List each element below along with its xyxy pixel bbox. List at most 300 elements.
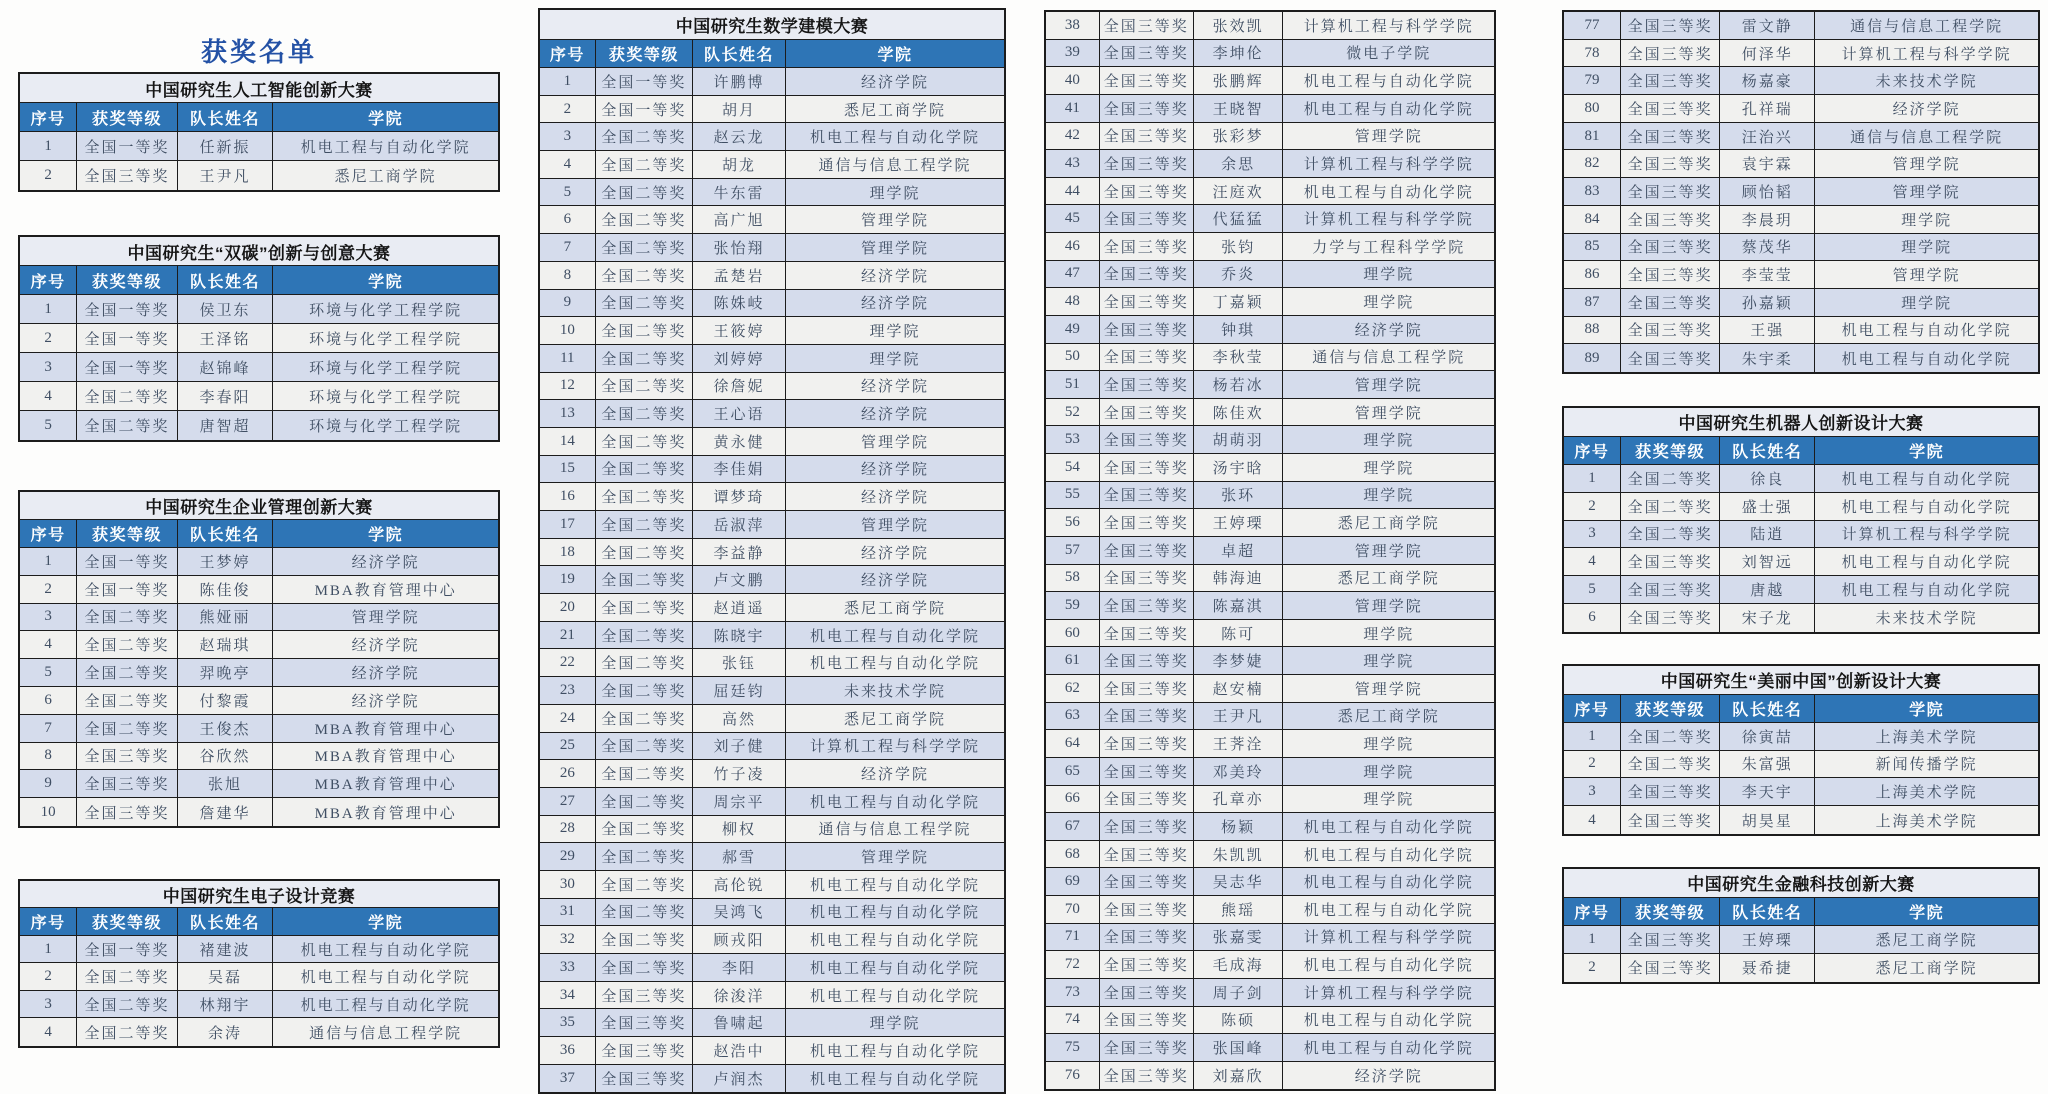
cell-name: 谷欣然 <box>178 743 274 770</box>
cell-seq: 86 <box>1564 261 1621 288</box>
cell-name: 牛东雷 <box>693 179 786 206</box>
cell-award: 全国三等奖 <box>1100 786 1194 813</box>
cell-college: 环境与化学工程学院 <box>273 382 498 410</box>
cell-college: 通信与信息工程学院 <box>786 816 1004 843</box>
table-row <box>540 151 1004 179</box>
cell-college: MBA教育管理中心 <box>273 743 498 770</box>
table-header-row <box>540 40 1004 68</box>
cell-name: 卓超 <box>1194 537 1284 564</box>
cell-name: 聂希捷 <box>1720 954 1815 982</box>
cell-seq: 10 <box>540 317 596 344</box>
cell-seq: 1 <box>1564 465 1621 492</box>
column-header: 学院 <box>273 908 498 935</box>
cell-college: 环境与化学工程学院 <box>273 353 498 381</box>
cell-college: 悉尼工商学院 <box>786 96 1004 123</box>
cell-award: 全国三等奖 <box>1100 371 1194 398</box>
cell-college: 计算机工程与科学学院 <box>1283 150 1494 177</box>
cell-seq: 26 <box>540 760 596 787</box>
table-row <box>1564 95 2038 123</box>
cell-seq: 49 <box>1046 316 1100 343</box>
cell-name: 胡月 <box>693 96 786 123</box>
cell-name: 张嘉雯 <box>1194 924 1284 951</box>
table-row <box>1564 206 2038 234</box>
column-header: 学院 <box>273 266 498 294</box>
cell-award: 全国三等奖 <box>1100 758 1194 785</box>
cell-name: 李莹莹 <box>1720 261 1815 288</box>
cell-name: 陈姝岐 <box>693 290 786 317</box>
cell-name: 杨颖 <box>1194 813 1284 840</box>
cell-name: 王尹凡 <box>1194 703 1284 730</box>
cell-award: 全国三等奖 <box>1621 40 1721 67</box>
cell-name: 汪庭欢 <box>1194 178 1284 205</box>
table-row <box>540 511 1004 539</box>
cell-name: 高广旭 <box>693 206 786 233</box>
cell-award: 全国三等奖 <box>77 743 177 770</box>
table-title: 中国研究生机器人创新设计大赛 <box>1564 408 2038 437</box>
table-row <box>1046 675 1494 703</box>
cell-award: 全国三等奖 <box>1621 778 1721 805</box>
cell-award: 全国二等奖 <box>77 991 177 1018</box>
cell-name: 任新振 <box>178 132 274 160</box>
column-header: 学院 <box>786 40 1004 67</box>
table-row <box>540 622 1004 650</box>
cell-college: 悉尼工商学院 <box>1283 565 1494 592</box>
cell-award: 全国二等奖 <box>596 594 693 621</box>
cell-seq: 33 <box>540 954 596 981</box>
cell-name: 王俊杰 <box>178 715 274 742</box>
table-row <box>1564 576 2038 604</box>
column-header: 学院 <box>273 520 498 547</box>
cell-award: 全国二等奖 <box>596 206 693 233</box>
cell-name: 张钰 <box>693 649 786 676</box>
cell-award: 全国二等奖 <box>596 816 693 843</box>
cell-name: 熊娅丽 <box>178 604 274 631</box>
cell-award: 全国二等奖 <box>596 317 693 344</box>
table-row <box>1564 604 2038 632</box>
table-row <box>1046 537 1494 565</box>
table-row <box>1564 521 2038 549</box>
cell-seq: 6 <box>540 206 596 233</box>
table-row <box>1046 40 1494 68</box>
cell-award: 全国三等奖 <box>1100 537 1194 564</box>
cell-seq: 44 <box>1046 178 1100 205</box>
cell-college: 管理学院 <box>1283 675 1494 702</box>
cell-award: 全国二等奖 <box>77 411 177 440</box>
cell-college: 机电工程与自动化学院 <box>1815 317 2038 344</box>
cell-seq: 68 <box>1046 841 1100 868</box>
cell-college: 悉尼工商学院 <box>786 705 1004 732</box>
cell-college: 微电子学院 <box>1283 40 1494 67</box>
cell-college: 计算机工程与科学学院 <box>1283 924 1494 951</box>
cell-college: 机电工程与自动化学院 <box>1815 576 2038 603</box>
cell-college: 计算机工程与科学学院 <box>1283 979 1494 1006</box>
table-header-row <box>1564 437 2038 465</box>
cell-award: 全国三等奖 <box>1100 205 1194 232</box>
table-shuxue <box>1562 10 2040 374</box>
cell-name: 顾怡韬 <box>1720 178 1815 205</box>
cell-award: 全国三等奖 <box>1100 979 1194 1006</box>
table-row <box>1564 289 2038 317</box>
cell-award: 全国二等奖 <box>596 262 693 289</box>
cell-seq: 6 <box>20 687 77 714</box>
cell-award: 全国三等奖 <box>1621 206 1721 233</box>
table-row <box>540 871 1004 899</box>
table-row <box>1564 67 2038 95</box>
table-row <box>540 483 1004 511</box>
cell-college: 机电工程与自动化学院 <box>786 1065 1004 1093</box>
cell-name: 林翔宇 <box>178 991 274 1018</box>
table-row <box>540 234 1004 262</box>
cell-award: 全国二等奖 <box>596 539 693 566</box>
table-row <box>1564 123 2038 151</box>
table-row <box>20 604 498 632</box>
table-row <box>1046 565 1494 593</box>
cell-award: 全国二等奖 <box>1621 751 1721 778</box>
table-row <box>20 715 498 743</box>
cell-name: 毛成海 <box>1194 951 1284 978</box>
cell-award: 全国三等奖 <box>596 1065 693 1093</box>
cell-award: 全国二等奖 <box>596 234 693 261</box>
cell-college: 理学院 <box>1815 206 2038 233</box>
cell-award: 全国二等奖 <box>596 345 693 372</box>
cell-award: 全国二等奖 <box>596 290 693 317</box>
cell-award: 全国二等奖 <box>596 788 693 815</box>
cell-seq: 18 <box>540 539 596 566</box>
cell-name: 陈佳俊 <box>178 576 274 603</box>
cell-name: 褚建波 <box>178 936 274 963</box>
cell-seq: 35 <box>540 1009 596 1036</box>
cell-college: 机电工程与自动化学院 <box>273 963 498 990</box>
table-row <box>1564 778 2038 806</box>
cell-college: 管理学院 <box>1283 399 1494 426</box>
cell-name: 李天宇 <box>1720 778 1815 805</box>
cell-college: 悉尼工商学院 <box>1283 703 1494 730</box>
cell-seq: 63 <box>1046 703 1100 730</box>
cell-name: 李梦婕 <box>1194 647 1284 674</box>
cell-seq: 4 <box>20 631 77 658</box>
cell-college: 机电工程与自动化学院 <box>1283 1034 1494 1061</box>
cell-seq: 87 <box>1564 289 1621 316</box>
cell-name: 赵瑞琪 <box>178 631 274 658</box>
cell-award: 全国一等奖 <box>596 68 693 95</box>
cell-award: 全国三等奖 <box>1100 592 1194 619</box>
cell-seq: 72 <box>1046 951 1100 978</box>
cell-college: 理学院 <box>1283 786 1494 813</box>
cell-name: 陈晓宇 <box>693 622 786 649</box>
table-row <box>20 161 498 190</box>
table-row <box>1046 67 1494 95</box>
table-row <box>1564 751 2038 779</box>
table-row <box>1046 730 1494 758</box>
table-row <box>540 262 1004 290</box>
column-header: 学院 <box>1815 695 2038 722</box>
cell-seq: 2 <box>540 96 596 123</box>
table-row <box>1046 786 1494 814</box>
cell-name: 盛士强 <box>1720 493 1815 520</box>
cell-seq: 25 <box>540 733 596 760</box>
cell-college: 上海美术学院 <box>1815 806 2038 834</box>
cell-seq: 76 <box>1046 1062 1100 1090</box>
table-row <box>1046 261 1494 289</box>
cell-award: 全国二等奖 <box>596 954 693 981</box>
table-row <box>1046 205 1494 233</box>
cell-college: 机电工程与自动化学院 <box>786 954 1004 981</box>
cell-seq: 82 <box>1564 150 1621 177</box>
cell-seq: 46 <box>1046 233 1100 260</box>
table-title: 中国研究生人工智能创新大赛 <box>20 74 498 103</box>
cell-seq: 50 <box>1046 344 1100 371</box>
cell-college: 计算机工程与科学学院 <box>786 733 1004 760</box>
cell-seq: 53 <box>1046 426 1100 453</box>
cell-name: 李秋莹 <box>1194 344 1284 371</box>
cell-name: 余涛 <box>178 1018 274 1046</box>
cell-name: 吴志华 <box>1194 868 1284 895</box>
table-shuangtan <box>18 235 500 442</box>
cell-award: 全国三等奖 <box>1100 1007 1194 1034</box>
cell-name: 唐越 <box>1720 576 1815 603</box>
cell-seq: 75 <box>1046 1034 1100 1061</box>
cell-award: 全国三等奖 <box>1100 813 1194 840</box>
column-header: 学院 <box>1815 437 2038 464</box>
cell-award: 全国一等奖 <box>77 353 177 381</box>
cell-college: 通信与信息工程学院 <box>1815 123 2038 150</box>
cell-seq: 31 <box>540 899 596 926</box>
cell-name: 张旭 <box>178 770 274 797</box>
cell-college: 未来技术学院 <box>786 677 1004 704</box>
cell-college: 管理学院 <box>786 206 1004 233</box>
cell-college: 机电工程与自动化学院 <box>1283 841 1494 868</box>
cell-seq: 9 <box>20 770 77 797</box>
cell-seq: 73 <box>1046 979 1100 1006</box>
cell-college: 机电工程与自动化学院 <box>1283 95 1494 122</box>
cell-award: 全国三等奖 <box>1100 620 1194 647</box>
cell-name: 乔炎 <box>1194 261 1284 288</box>
cell-college: 经济学院 <box>1815 95 2038 122</box>
cell-name: 赵安楠 <box>1194 675 1284 702</box>
cell-award: 全国三等奖 <box>1621 604 1721 632</box>
cell-seq: 29 <box>540 843 596 870</box>
cell-college: 管理学院 <box>1815 150 2038 177</box>
table-row <box>1564 723 2038 751</box>
cell-seq: 55 <box>1046 482 1100 509</box>
cell-name: 李佳娟 <box>693 456 786 483</box>
cell-name: 李益静 <box>693 539 786 566</box>
cell-award: 全国三等奖 <box>1100 316 1194 343</box>
cell-name: 张国峰 <box>1194 1034 1284 1061</box>
table-row <box>1046 426 1494 454</box>
cell-college: 经济学院 <box>786 456 1004 483</box>
cell-award: 全国三等奖 <box>1100 399 1194 426</box>
cell-award: 全国三等奖 <box>1100 924 1194 951</box>
cell-seq: 16 <box>540 483 596 510</box>
table-header-row <box>20 103 498 132</box>
cell-seq: 27 <box>540 788 596 815</box>
cell-college: 机电工程与自动化学院 <box>786 622 1004 649</box>
cell-award: 全国二等奖 <box>77 1018 177 1046</box>
column-header: 队长姓名 <box>178 103 274 131</box>
table-row <box>20 132 498 161</box>
cell-award: 全国二等奖 <box>77 631 177 658</box>
cell-seq: 37 <box>540 1065 596 1093</box>
cell-name: 詹建华 <box>178 798 274 826</box>
table-row <box>1046 95 1494 123</box>
cell-name: 岳淑萍 <box>693 511 786 538</box>
cell-college: 理学院 <box>1283 261 1494 288</box>
table-row <box>540 843 1004 871</box>
cell-college: 经济学院 <box>273 687 498 714</box>
table-row <box>1046 1007 1494 1035</box>
table-row <box>20 1018 498 1046</box>
cell-college: 未来技术学院 <box>1815 67 2038 94</box>
cell-college: 通信与信息工程学院 <box>786 151 1004 178</box>
cell-name: 孟楚岩 <box>693 262 786 289</box>
cell-college: 环境与化学工程学院 <box>273 295 498 323</box>
cell-award: 全国三等奖 <box>1100 703 1194 730</box>
cell-seq: 8 <box>20 743 77 770</box>
table-row <box>1564 344 2038 372</box>
cell-seq: 1 <box>20 936 77 963</box>
table-row <box>1564 261 2038 289</box>
cell-college: 管理学院 <box>273 604 498 631</box>
cell-college: 计算机工程与科学学院 <box>1815 521 2038 548</box>
cell-college: 理学院 <box>1815 234 2038 261</box>
cell-name: 陆逍 <box>1720 521 1815 548</box>
table-row <box>540 760 1004 788</box>
cell-college: 机电工程与自动化学院 <box>1815 493 2038 520</box>
table-row <box>540 539 1004 567</box>
cell-award: 全国二等奖 <box>77 659 177 686</box>
column-header: 队长姓名 <box>178 266 274 294</box>
cell-award: 全国三等奖 <box>1100 482 1194 509</box>
cell-name: 陈佳欢 <box>1194 399 1284 426</box>
column-header: 获奖等级 <box>77 103 177 131</box>
column-header: 队长姓名 <box>1720 437 1815 464</box>
cell-seq: 9 <box>540 290 596 317</box>
cell-name: 王荠洤 <box>1194 730 1284 757</box>
cell-college: MBA教育管理中心 <box>273 770 498 797</box>
cell-name: 陈嘉淇 <box>1194 592 1284 619</box>
cell-name: 徐良 <box>1720 465 1815 492</box>
column-header: 队长姓名 <box>1720 695 1815 722</box>
cell-award: 全国三等奖 <box>1100 261 1194 288</box>
column-header: 获奖等级 <box>1621 437 1721 464</box>
cell-seq: 2 <box>1564 751 1621 778</box>
cell-college: 管理学院 <box>786 428 1004 455</box>
cell-award: 全国三等奖 <box>1100 67 1194 94</box>
cell-name: 陈硕 <box>1194 1007 1284 1034</box>
cell-name: 孔祥瑞 <box>1720 95 1815 122</box>
cell-name: 代猛猛 <box>1194 205 1284 232</box>
cell-college: 理学院 <box>1283 426 1494 453</box>
cell-college: 理学院 <box>1283 647 1494 674</box>
table-row <box>1564 178 2038 206</box>
cell-college: 管理学院 <box>1815 261 2038 288</box>
cell-award: 全国三等奖 <box>1621 576 1721 603</box>
column-header: 序号 <box>20 266 77 294</box>
cell-name: 陈可 <box>1194 620 1284 647</box>
cell-name: 孔章亦 <box>1194 786 1284 813</box>
cell-college: 环境与化学工程学院 <box>273 411 498 440</box>
table-row <box>1046 178 1494 206</box>
cell-name: 熊瑶 <box>1194 896 1284 923</box>
cell-name: 杨嘉豪 <box>1720 67 1815 94</box>
cell-name: 汤宇晗 <box>1194 454 1284 481</box>
cell-name: 徐浚洋 <box>693 982 786 1009</box>
cell-award: 全国三等奖 <box>1100 344 1194 371</box>
cell-seq: 54 <box>1046 454 1100 481</box>
cell-award: 全国二等奖 <box>596 483 693 510</box>
cell-award: 全国三等奖 <box>1100 178 1194 205</box>
cell-college: 管理学院 <box>786 511 1004 538</box>
column-header: 序号 <box>540 40 596 67</box>
cell-seq: 3 <box>1564 521 1621 548</box>
table-header-row <box>1564 695 2038 723</box>
cell-name: 杨若冰 <box>1194 371 1284 398</box>
cell-college: 机电工程与自动化学院 <box>786 788 1004 815</box>
cell-award: 全国二等奖 <box>596 899 693 926</box>
cell-award: 全国一等奖 <box>77 576 177 603</box>
cell-seq: 30 <box>540 871 596 898</box>
cell-name: 谭梦琦 <box>693 483 786 510</box>
table-row <box>540 788 1004 816</box>
cell-seq: 85 <box>1564 234 1621 261</box>
cell-award: 全国三等奖 <box>1621 234 1721 261</box>
table-row <box>1046 454 1494 482</box>
table-row <box>540 594 1004 622</box>
table-row <box>1046 1034 1494 1062</box>
cell-college: 未来技术学院 <box>1815 604 2038 632</box>
cell-seq: 5 <box>20 411 77 440</box>
cell-award: 全国三等奖 <box>77 770 177 797</box>
cell-college: 机电工程与自动化学院 <box>273 132 498 160</box>
cell-award: 全国二等奖 <box>1621 493 1721 520</box>
cell-award: 全国二等奖 <box>77 715 177 742</box>
table-row <box>540 456 1004 484</box>
cell-name: 王梦婷 <box>178 548 274 575</box>
cell-award: 全国三等奖 <box>1621 344 1721 372</box>
cell-college: 经济学院 <box>1283 316 1494 343</box>
cell-award: 全国二等奖 <box>77 963 177 990</box>
cell-name: 张钧 <box>1194 233 1284 260</box>
column-header: 学院 <box>273 103 498 131</box>
cell-award: 全国三等奖 <box>1621 261 1721 288</box>
cell-seq: 1 <box>1564 723 1621 750</box>
cell-award: 全国二等奖 <box>1621 521 1721 548</box>
cell-college: 机电工程与自动化学院 <box>786 871 1004 898</box>
cell-award: 全国三等奖 <box>1621 123 1721 150</box>
column-header: 获奖等级 <box>1621 898 1721 925</box>
cell-seq: 39 <box>1046 40 1100 67</box>
table-row <box>540 428 1004 456</box>
cell-seq: 51 <box>1046 371 1100 398</box>
cell-name: 卢文鹏 <box>693 566 786 593</box>
table-row <box>1046 399 1494 427</box>
cell-seq: 70 <box>1046 896 1100 923</box>
cell-name: 王筱婷 <box>693 317 786 344</box>
cell-college: 理学院 <box>1283 288 1494 315</box>
cell-seq: 3 <box>540 123 596 150</box>
cell-award: 全国三等奖 <box>1621 95 1721 122</box>
cell-college: 通信与信息工程学院 <box>273 1018 498 1046</box>
cell-award: 全国三等奖 <box>1100 40 1194 67</box>
cell-award: 全国一等奖 <box>77 132 177 160</box>
cell-college: 新闻传播学院 <box>1815 751 2038 778</box>
cell-name: 徐詹妮 <box>693 373 786 400</box>
cell-college: 理学院 <box>786 345 1004 372</box>
table-row <box>540 816 1004 844</box>
cell-award: 全国二等奖 <box>596 566 693 593</box>
column-header: 队长姓名 <box>178 520 274 547</box>
